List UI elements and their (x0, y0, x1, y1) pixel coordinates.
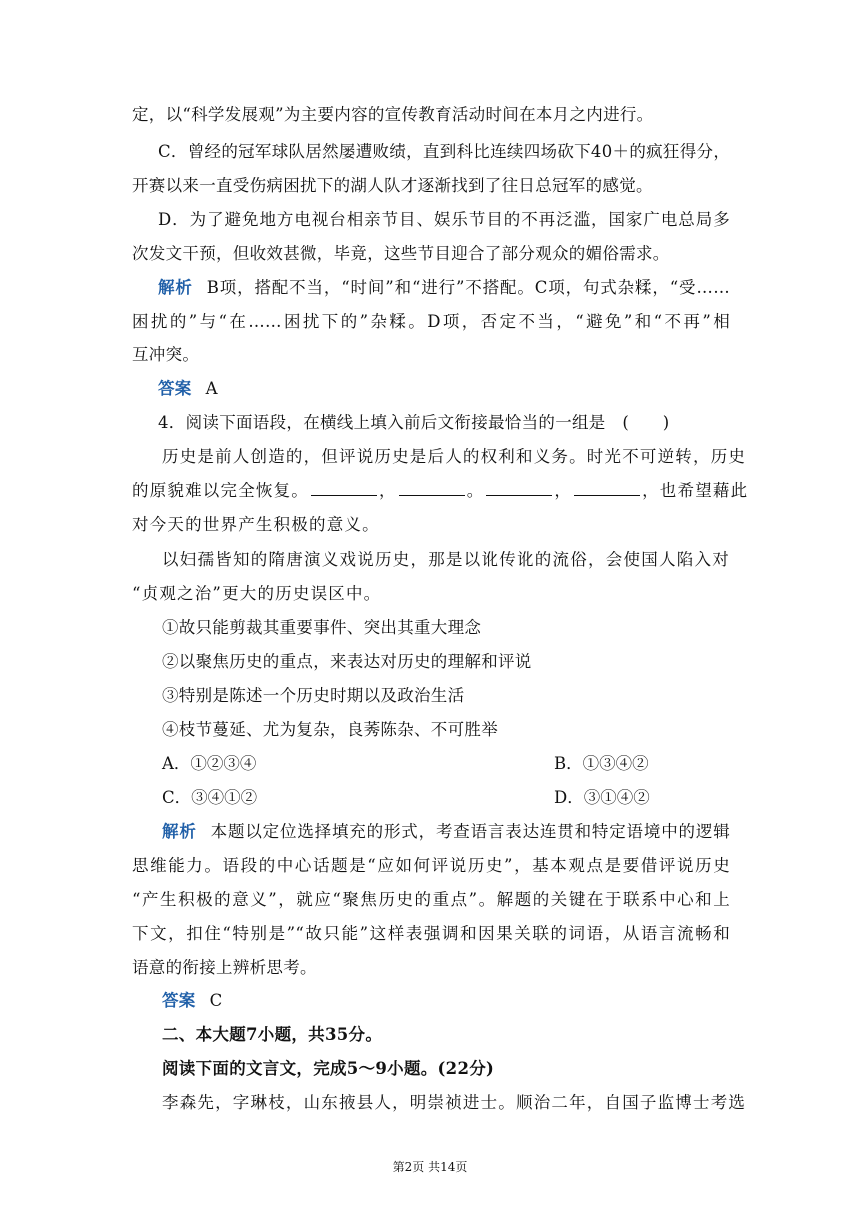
q4-analysis-line3: “产生积极的意义”，就应“聚焦历史的重点”。解题的关键在于联系中心和上 (132, 890, 730, 909)
q3-analysis-line3: 互冲突。 (132, 345, 200, 364)
fill-blank-3[interactable] (486, 481, 552, 496)
q4-passage2-line2: “贞观之治”更大的历史误区中。 (132, 584, 382, 603)
q3-answer (158, 378, 730, 400)
page-footer: 第2页 共14页 (392, 1160, 468, 1174)
q4-option-a[interactable]: A．①②③④ (162, 754, 257, 773)
q4-item-4: ④枝节蔓延、尤为复杂，良莠陈杂、不可胜举 (162, 720, 498, 739)
q4-option-b[interactable]: B．①③④② (554, 754, 649, 773)
q4-passage1-line2: 的原貌难以完全恢复。 ， 。 ， ，也希望藉此 (132, 481, 749, 500)
q4-option-d[interactable]: D．③①④② (554, 788, 650, 807)
section-instruction: 阅读下面的文言文，完成5～9小题。(22分) (162, 1059, 495, 1078)
fill-blank-2[interactable] (399, 481, 465, 496)
q4-option-c[interactable]: C．③④①② (162, 788, 258, 807)
q3-option-c-line1: C．曾经的冠军球队居然屡遭败绩，直到科比连续四场砍下40＋的疯狂得分， (158, 142, 731, 161)
q4-analysis-line1: 解析 本题以定位选择填充的形式，考查语言表达连贯和特定语境中的逻辑 (162, 822, 731, 841)
answer-value: A (205, 379, 218, 398)
q4-analysis-line4: 下文，扣住“特别是”“故只能”这样表强调和因果关联的词语，从语言流畅和 (132, 924, 730, 943)
q4-stem: 4．阅读下面语段，在横线上填入前后文衔接最恰当的一组是 ( ) (158, 413, 670, 432)
fill-blank-4[interactable] (574, 481, 640, 496)
analysis-label: 解析 (158, 278, 193, 297)
q4-item-2: ②以聚焦历史的重点，来表达对历史的理解和评说 (162, 652, 532, 671)
section-heading: 二、本大题7小题，共35分。 (162, 1025, 383, 1044)
fill-blank-1[interactable] (311, 481, 377, 496)
answer-label: 答案 (162, 991, 196, 1010)
q4-item-1: ①故只能剪裁其重要事件、突出其重大理念 (162, 618, 482, 637)
q3-option-c-line2: 开赛以来一直受伤病困扰下的湖人队才逐渐找到了往日总冠军的感觉。 (132, 176, 653, 195)
q3-option-b-continuation: 定，以“科学发展观”为主要内容的宣传教育活动时间在本月之内进行。 (132, 105, 654, 124)
q4-analysis-line2: 思维能力。语段的中心话题是“应如何评说历史”，基本观点是要借评说历史 (132, 856, 730, 875)
classical-passage-line1: 李森先，字琳枝，山东掖县人，明崇祯进士。顺治二年，自国子监博士考选 (162, 1093, 747, 1112)
q4-analysis-line5: 语意的衔接上辨析思考。 (132, 958, 317, 977)
analysis-label: 解析 (162, 822, 197, 841)
q4-passage1-line1: 历史是前人创造的，但评说历史是后人的权利和义务。时光不可逆转，历史 (162, 447, 747, 466)
answer-value: C (209, 991, 223, 1010)
q4-item-3: ③特别是陈述一个历史时期以及政治生活 (162, 686, 465, 705)
q4-passage1-line3: 对今天的世界产生积极的意义。 (132, 515, 380, 534)
q3-analysis-line2: 困扰的”与“在……困扰下的”杂糅。D项，否定不当，“避免”和“不再”相 (132, 312, 730, 331)
q4-answer (162, 990, 730, 1012)
answer-label: 答案 (158, 379, 192, 398)
q3-analysis-line1: 解析 B项，搭配不当，“时间”和“进行”不搭配。C项，句式杂糅，“受…… (158, 278, 730, 297)
q3-option-d-line2: 次发文干预，但收效甚微，毕竟，这些节目迎合了部分观众的媚俗需求。 (132, 244, 670, 263)
q3-option-d-line1: D．为了避免地方电视台相亲节目、娱乐节目的不再泛滥，国家广电总局多 (158, 210, 730, 229)
q4-passage2-line1: 以妇孺皆知的隋唐演义戏说历史，那是以讹传讹的流俗，会使国人陷入对 (162, 550, 730, 569)
